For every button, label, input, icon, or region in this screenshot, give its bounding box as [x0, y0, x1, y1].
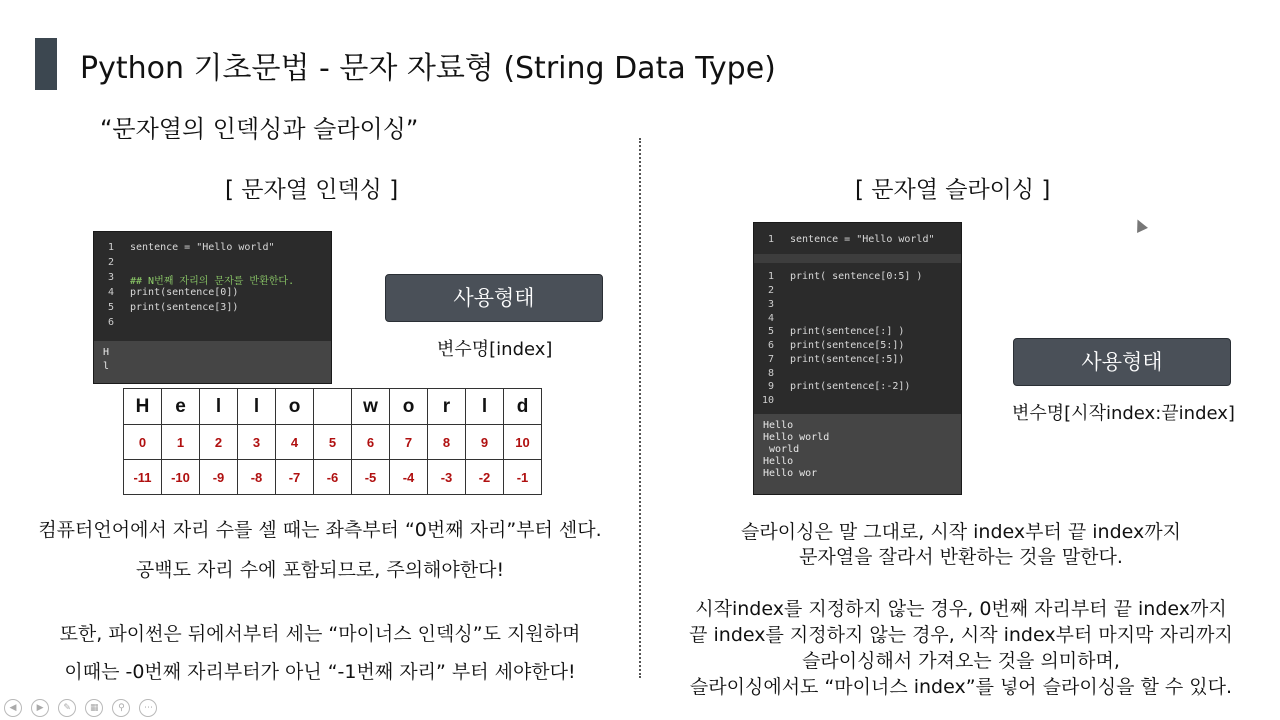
slicing-desc-4: 끝 index를 지정하지 않는 경우, 시작 index부터 마지막 자리까지	[689, 624, 1233, 646]
indexing-desc-1: 컴퓨터언어에서 자리 수를 셀 때는 좌측부터 “0번째 자리”부터 센다.	[38, 519, 602, 541]
char-cell: w	[352, 389, 390, 425]
slicing-desc-2: 문자열을 잘라서 반환하는 것을 말한다.	[799, 546, 1123, 568]
mouse-cursor-icon	[1132, 217, 1148, 233]
output-line: world	[763, 444, 800, 455]
code-line: print(sentence[0])	[130, 287, 239, 298]
code-line-number: 4	[107, 287, 114, 298]
code-comment-line: ## N번째 자리의 문자를 반환한다.	[130, 276, 295, 287]
index-cell: -4	[390, 460, 428, 495]
index-cell: 1	[162, 425, 200, 460]
zoom-icon[interactable]: ⚲	[112, 699, 130, 717]
slicing-code-panel	[753, 222, 962, 495]
code-line: sentence = "Hello world"	[130, 242, 275, 253]
slicing-desc-5: 슬라이싱해서 가져오는 것을 의미하며,	[802, 650, 1120, 672]
index-cell: 6	[352, 425, 390, 460]
code-line-number: 6	[107, 317, 114, 328]
code-line-number: 10	[761, 395, 774, 406]
indexing-usage-button: 사용형태	[385, 274, 603, 322]
index-cell: 8	[428, 425, 466, 460]
title-accent-bar	[35, 38, 57, 90]
index-cell: -9	[200, 460, 238, 495]
char-row	[124, 389, 542, 425]
code-line: print( sentence[0:5] )	[790, 271, 923, 282]
pen-icon[interactable]: ✎	[58, 699, 76, 717]
index-cell: 3	[238, 425, 276, 460]
char-cell: r	[428, 389, 466, 425]
output-line: H	[103, 347, 110, 358]
index-cell: 4	[276, 425, 314, 460]
slicing-desc-3: 시작index를 지정하지 않는 경우, 0번째 자리부터 끝 index까지	[695, 598, 1227, 620]
next-slide-icon[interactable]: ▶	[31, 699, 49, 717]
indexing-desc-3: 또한, 파이썬은 뒤에서부터 세는 “마이너스 인덱싱”도 지원하며	[59, 623, 581, 645]
code-line-number: 3	[107, 272, 114, 283]
indexing-usage-caption: 변수명[index]	[437, 339, 553, 360]
slide-controls	[4, 699, 161, 717]
code-line-number: 3	[767, 299, 774, 310]
indexing-output-area	[94, 341, 331, 383]
index-cell: -5	[352, 460, 390, 495]
column-divider	[639, 138, 641, 678]
more-options-icon[interactable]: ⋯	[139, 699, 157, 717]
code-line-number: 2	[767, 285, 774, 296]
code-line-number: 6	[767, 340, 774, 351]
indexing-code-panel	[93, 231, 332, 384]
code-line: sentence = "Hello world"	[790, 234, 935, 245]
code-line: print(sentence[:] )	[790, 326, 905, 337]
char-cell: l	[200, 389, 238, 425]
index-cell: -6	[314, 460, 352, 495]
slides-grid-icon[interactable]: ▦	[85, 699, 103, 717]
code-line: print(sentence[5:])	[790, 340, 905, 351]
index-table	[123, 388, 542, 495]
char-cell: H	[124, 389, 162, 425]
code-line-number: 2	[107, 257, 114, 268]
slicing-heading: [ 문자열 슬라이싱 ]	[855, 177, 1051, 203]
slicing-desc-1: 슬라이싱은 말 그대로, 시작 index부터 끝 index까지	[741, 521, 1181, 543]
code-cell-separator	[754, 254, 961, 263]
index-cell: 0	[124, 425, 162, 460]
page-subtitle: “문자열의 인덱싱과 슬라이싱”	[100, 115, 419, 143]
code-line-number: 8	[767, 368, 774, 379]
char-cell: e	[162, 389, 200, 425]
output-line: l	[103, 361, 110, 372]
code-line-number: 1	[767, 234, 774, 245]
index-cell: -2	[466, 460, 504, 495]
char-cell: d	[504, 389, 542, 425]
char-cell: o	[390, 389, 428, 425]
index-cell: -7	[276, 460, 314, 495]
page-title: Python 기초문법 - 문자 자료형 (String Data Type)	[80, 51, 776, 86]
char-cell: l	[238, 389, 276, 425]
index-cell: 2	[200, 425, 238, 460]
output-line: Hello	[763, 456, 794, 467]
char-cell: o	[276, 389, 314, 425]
index-cell: -1	[504, 460, 542, 495]
code-line-number: 5	[767, 326, 774, 337]
code-line-number: 1	[767, 271, 774, 282]
index-cell: -3	[428, 460, 466, 495]
negative-index-row	[124, 460, 542, 495]
indexing-heading: [ 문자열 인덱싱 ]	[225, 177, 399, 203]
code-line: print(sentence[:-2])	[790, 381, 911, 392]
indexing-desc-4: 이때는 -0번째 자리부터가 아닌 “-1번째 자리” 부터 세야한다!	[64, 661, 576, 683]
index-cell: -11	[124, 460, 162, 495]
index-cell: 9	[466, 425, 504, 460]
code-line-number: 9	[767, 381, 774, 392]
slicing-desc-6: 슬라이싱에서도 “마이너스 index”를 넣어 슬라이싱을 할 수 있다.	[689, 676, 1233, 698]
code-line-number: 5	[107, 302, 114, 313]
index-cell: 7	[390, 425, 428, 460]
char-cell	[314, 389, 352, 425]
indexing-desc-2: 공백도 자리 수에 포함되므로, 주의해야한다!	[135, 559, 505, 581]
code-line-number: 1	[107, 242, 114, 253]
index-cell: 5	[314, 425, 352, 460]
code-line-number: 4	[767, 313, 774, 324]
previous-slide-icon[interactable]: ◀	[4, 699, 22, 717]
slicing-usage-caption: 변수명[시작index:끝index]	[1012, 403, 1235, 424]
slicing-output-area	[754, 414, 961, 494]
slicing-usage-button: 사용형태	[1013, 338, 1231, 386]
code-line: print(sentence[:5])	[790, 354, 905, 365]
code-line: print(sentence[3])	[130, 302, 239, 313]
char-cell: l	[466, 389, 504, 425]
positive-index-row	[124, 425, 542, 460]
code-line-number: 7	[767, 354, 774, 365]
output-line: Hello wor	[763, 468, 818, 479]
index-cell: -10	[162, 460, 200, 495]
index-cell: -8	[238, 460, 276, 495]
index-cell: 10	[504, 425, 542, 460]
output-line: Hello world	[763, 432, 830, 443]
output-line: Hello	[763, 420, 794, 431]
